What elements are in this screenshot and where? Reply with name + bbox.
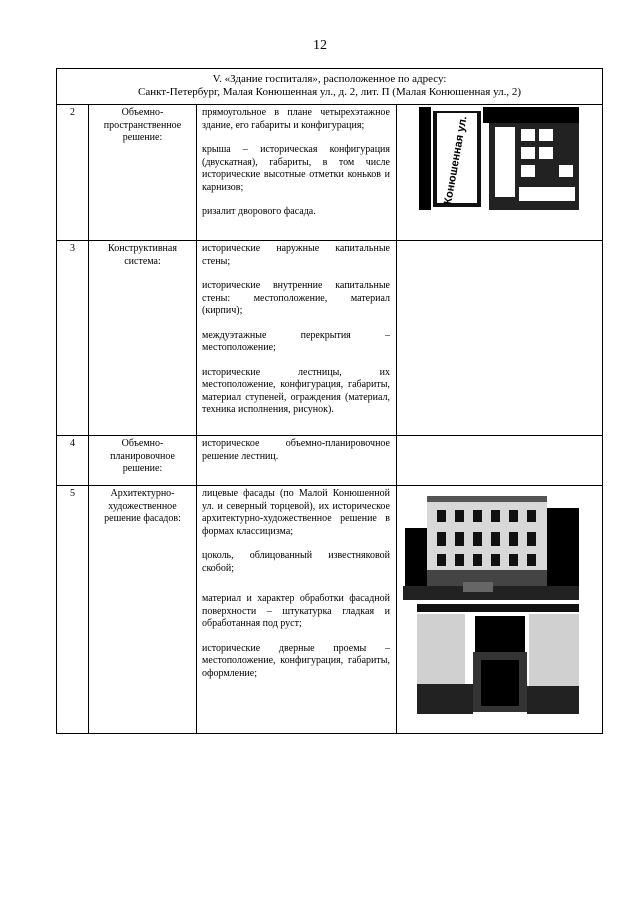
- description-item: прямоугольное в плане четырехэтажное здание, его габариты и конфигурация;: [202, 107, 390, 131]
- street-label: Конюшенная ул.: [442, 115, 470, 206]
- row-image-cell: [397, 105, 603, 241]
- doorway-photo: [417, 604, 579, 716]
- monument-protection-table: [56, 68, 603, 734]
- row-description: [197, 241, 397, 436]
- description-item: историческое объемно-планировочное решение лестниц.: [202, 438, 390, 462]
- row-image-cell: [397, 486, 603, 734]
- description-item: междуэтажные перекрытия – местоположение;: [202, 329, 390, 353]
- table-row: [57, 241, 603, 436]
- row-title: Конструктивная система:: [89, 241, 197, 436]
- aerial-photo: [419, 107, 579, 210]
- row-description: [197, 486, 397, 734]
- row-title: Архитектурно-художественное решение фасадов:: [89, 486, 197, 734]
- table-row: [57, 436, 603, 486]
- table-row: [57, 105, 603, 241]
- facade-photo: [403, 488, 579, 600]
- row-image-cell: [397, 241, 603, 436]
- description-item: исторические дверные проемы – местоположение, конфигурация, габариты, оформление;: [202, 642, 390, 679]
- header-line-2: Санкт-Петербург, Малая Конюшенная ул., д. 2, лит. П (Малая Конюшенная ул., 2): [138, 86, 522, 98]
- table-row: [57, 486, 603, 734]
- row-number: 4: [57, 436, 89, 486]
- header-line-1: V. «Здание госпиталя», расположенное по адресу:: [212, 73, 447, 85]
- row-number: 2: [57, 105, 89, 241]
- page-number: 12: [313, 38, 327, 53]
- description-item: цоколь, облицованный известняковой скобой;: [202, 550, 390, 574]
- row-number: 5: [57, 486, 89, 734]
- description-item: исторические наружные капитальные стены;: [202, 243, 390, 267]
- description-item: ризалит дворового фасада.: [202, 206, 316, 217]
- description-item: крыша – историческая конфигурация (двускатная), габариты, в том числе исторические высотные отметки коньков и карнизов;: [202, 144, 390, 193]
- row-number: 3: [57, 241, 89, 436]
- row-image-cell: [397, 436, 603, 486]
- row-title: Объемно-планировочное решение:: [89, 436, 197, 486]
- row-description: [197, 105, 397, 241]
- table-header-row: [57, 69, 603, 105]
- row-description: [197, 436, 397, 486]
- description-item: исторические внутренние капитальные стены: местоположение, материал (кирпич);: [202, 280, 390, 316]
- description-item: исторические лестницы, их местоположение, конфигурация, габариты, материал ступеней, ограждения (материал, техника исполнения, рисунок).: [202, 366, 390, 415]
- row-title: Объемно-пространственное решение:: [89, 105, 197, 241]
- description-item: материал и характер обработки фасадной поверхности – штукатурка гладкая и обработанная под руст;: [202, 593, 390, 629]
- table-header: [57, 69, 603, 105]
- description-item: лицевые фасады (по Малой Конюшенной ул. и северный торцевой), их историческое архитектурно-художественное решение в формах классицизма;: [202, 488, 390, 537]
